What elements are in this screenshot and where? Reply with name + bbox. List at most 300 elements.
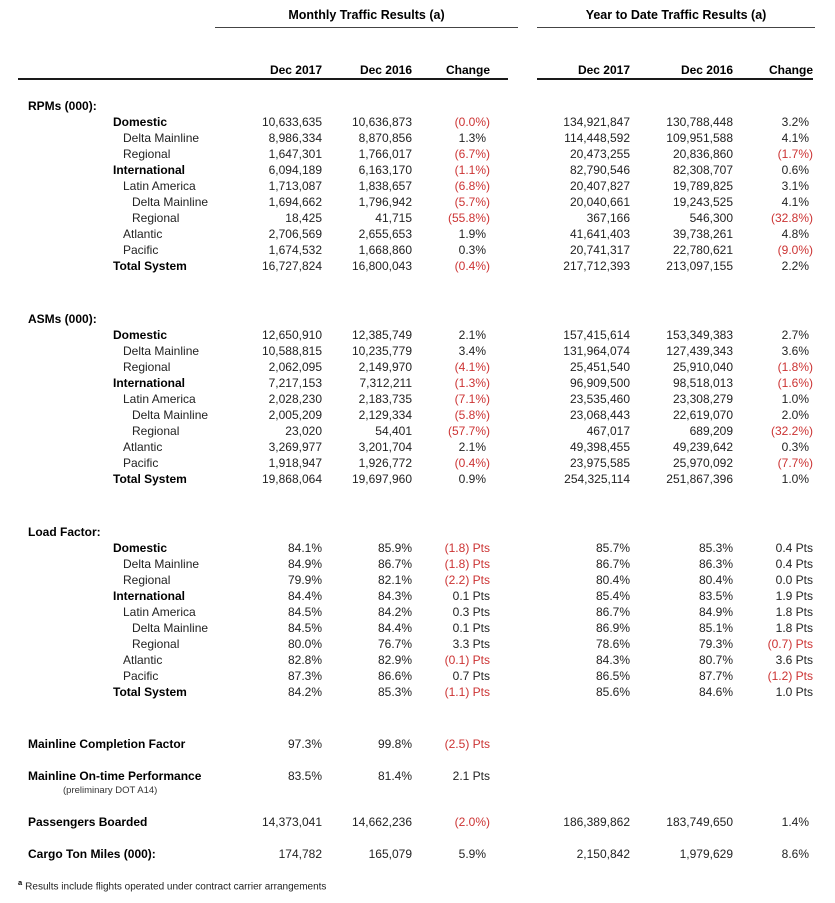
ytd-dec2017-value: 80.4% (595, 573, 630, 587)
ytd-dec2017-value: 20,040,661 (569, 195, 630, 209)
monthly-dec2017-value: 14,373,041 (261, 815, 322, 829)
col-header-ytd-dec2016: Dec 2016 (680, 63, 733, 77)
monthly-dec2016-value: 86.7% (377, 557, 412, 571)
section-title-row (18, 98, 817, 114)
ytd-change-value: (1.7%) (777, 147, 813, 161)
column-gap (490, 620, 535, 636)
ytd-change-value: (32.2%) (770, 424, 813, 438)
monthly-dec2017-value: 84.5% (287, 621, 322, 635)
monthly-dec2016-value: 1,838,657 (358, 179, 412, 193)
monthly-header-rule (18, 78, 508, 80)
ytd-dec2016-value: 22,619,070 (672, 408, 733, 422)
monthly-change-value: (1.1%) (454, 163, 490, 177)
table-row (18, 130, 817, 146)
monthly-change-value: (1.1) Pts (444, 685, 490, 699)
ytd-dec2017-value: 41,641,403 (569, 227, 630, 241)
ytd-dec2016-value (630, 736, 733, 752)
monthly-change-value: 3.3 Pts (452, 637, 490, 651)
table-row (18, 439, 817, 455)
ytd-change-value: 4.1% (781, 131, 809, 145)
ytd-dec2016-value: 39,738,261 (672, 227, 733, 241)
ytd-dec2016-value: 80.4% (698, 573, 733, 587)
ytd-change-value: 1.4% (781, 815, 809, 829)
monthly-dec2016-value: 99.8% (377, 737, 412, 751)
ytd-dec2017-value: 96,909,500 (569, 376, 630, 390)
monthly-group-title: Monthly Traffic Results (a) (215, 8, 518, 28)
ytd-dec2016-value: 153,349,383 (666, 328, 733, 342)
column-gap (490, 327, 535, 343)
monthly-dec2016-value: 85.3% (377, 685, 412, 699)
ytd-dec2016-value: 213,097,155 (666, 259, 733, 273)
ytd-dec2017-value: 78.6% (595, 637, 630, 651)
ytd-dec2016-value: 183,749,650 (666, 815, 733, 829)
table-row (18, 114, 817, 130)
monthly-change-value: 0.1 Pts (452, 621, 490, 635)
monthly-change-value: (2.2) Pts (444, 573, 490, 587)
ytd-change-value: 0.4 Pts (775, 557, 813, 571)
monthly-dec2016-value: 2,129,334 (358, 408, 412, 422)
monthly-dec2017-value: 16,727,824 (261, 259, 322, 273)
monthly-dec2016-value: 7,312,211 (359, 376, 412, 390)
monthly-change-value: (7.1%) (454, 392, 490, 406)
row-label: Regional (123, 360, 171, 374)
ytd-change-value: 0.0 Pts (775, 573, 813, 587)
table-row (18, 359, 817, 375)
table-body (18, 98, 817, 862)
ytd-dec2017-value: 49,398,455 (569, 440, 630, 454)
row-label: Atlantic (123, 440, 163, 454)
monthly-change-value: 1.9% (458, 227, 486, 241)
row-label: Total System (113, 685, 187, 699)
column-gap (490, 226, 535, 242)
ytd-change-value: 2.7% (781, 328, 809, 342)
column-gap (490, 556, 535, 572)
ytd-change-value: 8.6% (781, 847, 809, 861)
monthly-dec2017-value: 84.1% (287, 541, 322, 555)
table-row (18, 210, 817, 226)
monthly-dec2016-value: 6,163,170 (358, 163, 412, 177)
table-row (18, 620, 817, 636)
header-rule-row (18, 78, 817, 80)
monthly-dec2017-value: 84.2% (287, 685, 322, 699)
col-header-monthly-change: Change (445, 63, 490, 77)
column-gap (490, 242, 535, 258)
ytd-dec2016-value: 84.6% (698, 685, 733, 699)
table-row (18, 343, 817, 359)
ytd-dec2017-value: 254,325,114 (564, 472, 630, 486)
monthly-dec2016-value: 84.3% (377, 589, 412, 603)
ytd-dec2016-value: 127,439,343 (666, 344, 733, 358)
column-gap (490, 540, 535, 556)
ytd-change-value: 3.2% (781, 115, 809, 129)
monthly-change-value: (6.7%) (454, 147, 490, 161)
ytd-dec2017-value: 157,415,614 (563, 328, 630, 342)
ytd-change-value: 1.0 Pts (775, 685, 813, 699)
monthly-dec2016-value: 12,385,749 (351, 328, 412, 342)
table-row (18, 556, 817, 572)
ytd-dec2016-value: 546,300 (689, 211, 733, 225)
table-row (18, 471, 817, 487)
monthly-change-value: (0.4%) (454, 456, 490, 470)
table-row (18, 327, 817, 343)
monthly-change-value: 2.1 Pts (452, 769, 490, 783)
row-label: Regional (123, 573, 171, 587)
ytd-dec2016-value: 23,308,279 (672, 392, 733, 406)
table-row (18, 391, 817, 407)
monthly-dec2017-value: 8,986,334 (268, 131, 322, 145)
summary-mainline-completion-factor (18, 736, 817, 752)
ytd-change-value: 4.1% (781, 195, 809, 209)
ytd-dec2017-value: 86.7% (595, 605, 630, 619)
ytd-dec2017-value: 85.7% (595, 541, 630, 555)
section-title: RPMs (000): (28, 99, 97, 113)
summary-mainline-on-time-performance (18, 768, 817, 797)
column-gap (490, 439, 535, 455)
ytd-change-value: 0.3% (781, 440, 809, 454)
monthly-dec2017-value: 84.9% (287, 557, 322, 571)
table-row (18, 652, 817, 668)
monthly-dec2017-value: 79.9% (287, 573, 322, 587)
row-label: Delta Mainline (132, 408, 209, 422)
ytd-dec2017-value: 134,921,847 (563, 115, 630, 129)
row-label: Atlantic (123, 653, 163, 667)
row-label: International (113, 589, 186, 603)
ytd-dec2016-value: 86.3% (698, 557, 733, 571)
monthly-change-value: (0.4%) (454, 259, 490, 273)
ytd-change-value: 1.9 Pts (775, 589, 813, 603)
monthly-dec2017-value: 2,005,209 (268, 408, 322, 422)
monthly-dec2016-value: 2,149,970 (358, 360, 412, 374)
ytd-change-value: 1.0% (781, 472, 809, 486)
label-column-spacer (18, 62, 230, 78)
ytd-dec2017-value: 114,448,592 (564, 131, 630, 145)
col-header-ytd-dec2017: Dec 2017 (577, 63, 630, 77)
monthly-change-value: (0.1) Pts (444, 653, 490, 667)
ytd-dec2016-value: 19,243,525 (672, 195, 733, 209)
column-gap (490, 455, 535, 471)
monthly-change-value: (2.5) Pts (444, 737, 490, 751)
ytd-dec2017-value: 23,068,443 (569, 408, 630, 422)
row-label: Cargo Ton Miles (000): (28, 847, 156, 861)
ytd-change-value: (1.8%) (777, 360, 813, 374)
monthly-dec2016-value: 81.4% (377, 769, 412, 783)
ytd-dec2017-value: 84.3% (595, 653, 630, 667)
column-gap (490, 62, 535, 78)
table-row (18, 162, 817, 178)
column-gap (490, 636, 535, 652)
ytd-dec2017-value: 20,741,317 (569, 243, 630, 257)
ytd-change-value: 0.4 Pts (775, 541, 813, 555)
monthly-dec2016-value: 1,796,942 (358, 195, 412, 209)
summary-passengers-boarded (18, 814, 817, 830)
ytd-change-value: (9.0%) (777, 243, 813, 257)
monthly-dec2017-value: 97.3% (287, 737, 322, 751)
ytd-change-value: (32.8%) (770, 211, 813, 225)
ytd-dec2016-value: 82,308,707 (672, 163, 733, 177)
monthly-dec2017-value: 1,713,087 (268, 179, 322, 193)
ytd-dec2016-value: 251,867,396 (666, 472, 733, 486)
summary-sublabel-row (18, 784, 817, 797)
monthly-dec2017-value: 1,647,301 (268, 147, 322, 161)
monthly-change-value: (4.1%) (454, 360, 490, 374)
footnote (18, 878, 817, 892)
monthly-dec2017-value: 2,062,095 (268, 360, 322, 374)
column-gap (490, 343, 535, 359)
row-label: Atlantic (123, 227, 163, 241)
row-label: Regional (132, 424, 180, 438)
col-header-monthly-dec2017: Dec 2017 (269, 63, 322, 77)
row-label: Delta Mainline (123, 557, 200, 571)
monthly-dec2017-value: 83.5% (287, 769, 322, 783)
column-gap (490, 210, 535, 226)
monthly-change-value: (55.8%) (447, 211, 490, 225)
table-row (18, 423, 817, 439)
column-gap (490, 258, 535, 274)
section-asms (18, 311, 817, 487)
monthly-dec2016-value: 2,183,735 (358, 392, 412, 406)
monthly-dec2016-value: 82.9% (377, 653, 412, 667)
group-header-spacer (18, 8, 215, 28)
monthly-dec2016-value: 10,235,779 (351, 344, 412, 358)
ytd-dec2017-value: 86.9% (595, 621, 630, 635)
row-label: Regional (132, 637, 180, 651)
ytd-dec2017-value: 186,389,862 (563, 815, 630, 829)
column-gap (490, 588, 535, 604)
section-rpms (18, 98, 817, 274)
monthly-dec2016-value: 10,636,873 (351, 115, 412, 129)
monthly-dec2017-value: 1,694,662 (268, 195, 322, 209)
ytd-change-value: 1.8 Pts (775, 605, 813, 619)
table-row (18, 226, 817, 242)
row-label: Latin America (123, 392, 196, 406)
monthly-dec2017-value: 87.3% (287, 669, 322, 683)
table-row (18, 375, 817, 391)
monthly-change-value: 2.1% (458, 440, 486, 454)
section-load-factor (18, 524, 817, 700)
ytd-change-value: 3.1% (781, 179, 809, 193)
ytd-dec2017-value: 85.4% (595, 589, 630, 603)
row-label: Pacific (123, 669, 159, 683)
table-row (18, 178, 817, 194)
monthly-dec2016-value: 3,201,704 (358, 440, 412, 454)
ytd-dec2016-value: 130,788,448 (666, 115, 733, 129)
table-row (18, 604, 817, 620)
ytd-dec2016-value: 79.3% (698, 637, 733, 651)
ytd-change-value (733, 768, 813, 784)
column-gap (490, 423, 535, 439)
monthly-dec2017-value: 10,588,815 (261, 344, 322, 358)
col-header-ytd-change: Change (768, 63, 813, 77)
monthly-change-value: 0.1 Pts (452, 589, 490, 603)
column-gap (490, 146, 535, 162)
monthly-dec2016-value: 19,697,960 (351, 472, 412, 486)
monthly-change-value: 0.7 Pts (452, 669, 490, 683)
table-row (18, 540, 817, 556)
ytd-change-value: 0.6% (781, 163, 809, 177)
column-gap (490, 768, 535, 784)
column-gap (490, 178, 535, 194)
monthly-dec2016-value: 76.7% (377, 637, 412, 651)
row-label: Pacific (123, 243, 159, 257)
footnote-text: Results include flights operated under contract carrier arrangements (25, 881, 327, 893)
monthly-dec2016-value: 8,870,856 (358, 131, 412, 145)
ytd-dec2017-value: 131,964,074 (563, 344, 630, 358)
monthly-dec2017-value: 18,425 (285, 211, 322, 225)
monthly-dec2017-value: 84.5% (287, 605, 322, 619)
column-gap (490, 684, 535, 700)
row-label: Delta Mainline (123, 131, 200, 145)
column-gap (490, 407, 535, 423)
row-label: Mainline Completion Factor (28, 737, 186, 751)
ytd-dec2017-value (535, 736, 630, 752)
column-gap (490, 572, 535, 588)
column-gap (490, 162, 535, 178)
monthly-dec2017-value: 80.0% (287, 637, 322, 651)
monthly-change-value: 0.9% (458, 472, 486, 486)
monthly-change-value: 5.9% (458, 847, 486, 861)
column-gap (490, 668, 535, 684)
ytd-dec2017-value: 217,712,393 (563, 259, 630, 273)
table-row (18, 572, 817, 588)
row-label: Domestic (113, 328, 168, 342)
ytd-change-value: 1.0% (781, 392, 809, 406)
summary-row (18, 846, 817, 862)
monthly-dec2016-value: 84.2% (377, 605, 412, 619)
monthly-change-value: (6.8%) (454, 179, 490, 193)
group-header-row (18, 8, 817, 28)
column-gap (490, 130, 535, 146)
section-title: ASMs (000): (28, 312, 97, 326)
ytd-dec2016-value: 84.9% (698, 605, 733, 619)
header-rule-gap (508, 78, 537, 80)
monthly-dec2016-value: 86.6% (377, 669, 412, 683)
monthly-change-value: 0.3 Pts (452, 605, 490, 619)
monthly-dec2016-value: 85.9% (377, 541, 412, 555)
ytd-dec2016-value: 25,970,092 (672, 456, 733, 470)
monthly-dec2016-value: 14,662,236 (351, 815, 412, 829)
ytd-dec2016-value: 87.7% (698, 669, 733, 683)
group-header-gap (518, 8, 537, 28)
summary-row (18, 736, 817, 752)
table-row (18, 455, 817, 471)
ytd-change-value: (7.7%) (777, 456, 813, 470)
section-title: Load Factor: (28, 525, 101, 539)
monthly-change-value: 3.4% (458, 344, 486, 358)
monthly-dec2017-value: 12,650,910 (261, 328, 322, 342)
ytd-group-title: Year to Date Traffic Results (a) (537, 8, 815, 28)
column-gap (490, 359, 535, 375)
column-gap (490, 471, 535, 487)
ytd-change-value: 3.6 Pts (775, 653, 813, 667)
column-gap (490, 391, 535, 407)
table-row (18, 588, 817, 604)
ytd-dec2017-value: 367,166 (586, 211, 630, 225)
table-row (18, 258, 817, 274)
ytd-dec2016-value (630, 768, 733, 784)
ytd-dec2016-value: 19,789,825 (672, 179, 733, 193)
monthly-dec2017-value: 2,706,569 (268, 227, 322, 241)
ytd-dec2017-value: 2,150,842 (576, 847, 630, 861)
monthly-dec2017-value: 1,674,532 (268, 243, 322, 257)
table-row (18, 146, 817, 162)
ytd-dec2016-value: 80.7% (698, 653, 733, 667)
monthly-dec2017-value: 3,269,977 (268, 440, 322, 454)
column-gap (490, 736, 535, 752)
monthly-change-value: (2.0%) (454, 815, 490, 829)
col-header-monthly-dec2016: Dec 2016 (359, 63, 412, 77)
ytd-dec2017-value: 82,790,546 (569, 163, 630, 177)
monthly-dec2016-value: 16,800,043 (351, 259, 412, 273)
monthly-dec2017-value: 6,094,189 (268, 163, 322, 177)
column-header-row (18, 62, 817, 78)
footnote-marker: a (18, 878, 23, 887)
row-label: Delta Mainline (132, 195, 209, 209)
table-row (18, 242, 817, 258)
column-gap (490, 652, 535, 668)
monthly-dec2016-value: 84.4% (377, 621, 412, 635)
summary-row (18, 814, 817, 830)
row-label: Total System (113, 472, 187, 486)
section-title-row (18, 524, 817, 540)
ytd-change-value (733, 736, 813, 752)
monthly-dec2016-value: 54,401 (375, 424, 412, 438)
monthly-change-value: (1.8) Pts (444, 541, 490, 555)
row-label: Mainline On-time Performance (28, 769, 202, 783)
monthly-change-value: (0.0%) (454, 115, 490, 129)
ytd-dec2016-value: 109,951,588 (666, 131, 733, 145)
table-row (18, 668, 817, 684)
column-gap (490, 194, 535, 210)
ytd-change-value: 1.8 Pts (775, 621, 813, 635)
monthly-dec2016-value: 1,766,017 (358, 147, 412, 161)
ytd-dec2017-value: 86.5% (595, 669, 630, 683)
ytd-change-value: (1.6%) (777, 376, 813, 390)
row-label: Latin America (123, 605, 196, 619)
ytd-change-value: (1.2) Pts (767, 669, 813, 683)
monthly-dec2016-value: 165,079 (368, 847, 412, 861)
table-row (18, 407, 817, 423)
row-label: Regional (132, 211, 180, 225)
monthly-dec2016-value: 41,715 (375, 211, 412, 225)
ytd-dec2016-value: 20,836,860 (672, 147, 733, 161)
monthly-dec2016-value: 82.1% (377, 573, 412, 587)
monthly-change-value: 1.3% (458, 131, 486, 145)
row-label: Total System (113, 259, 187, 273)
monthly-change-value: 0.3% (458, 243, 486, 257)
monthly-dec2017-value: 174,782 (278, 847, 322, 861)
row-label: Domestic (113, 541, 168, 555)
monthly-change-value: (5.7%) (454, 195, 490, 209)
row-label: Delta Mainline (123, 344, 200, 358)
row-label: Delta Mainline (132, 621, 209, 635)
summary-cargo-ton-miles (18, 846, 817, 862)
ytd-dec2016-value: 85.3% (698, 541, 733, 555)
ytd-dec2016-value: 25,910,040 (672, 360, 733, 374)
row-label: Pacific (123, 456, 159, 470)
ytd-change-value: 2.2% (781, 259, 809, 273)
column-gap (490, 814, 535, 830)
column-gap (490, 604, 535, 620)
row-label: Passengers Boarded (28, 815, 148, 829)
ytd-change-value: (0.7) Pts (767, 637, 813, 651)
ytd-dec2016-value: 98,518,013 (672, 376, 733, 390)
monthly-dec2017-value: 23,020 (285, 424, 322, 438)
summary-sublabel: (preliminary DOT A14) (63, 785, 158, 796)
monthly-dec2017-value: 2,028,230 (268, 392, 322, 406)
ytd-change-value: 4.8% (781, 227, 809, 241)
ytd-dec2016-value: 22,780,621 (672, 243, 733, 257)
monthly-change-value: (57.7%) (447, 424, 490, 438)
